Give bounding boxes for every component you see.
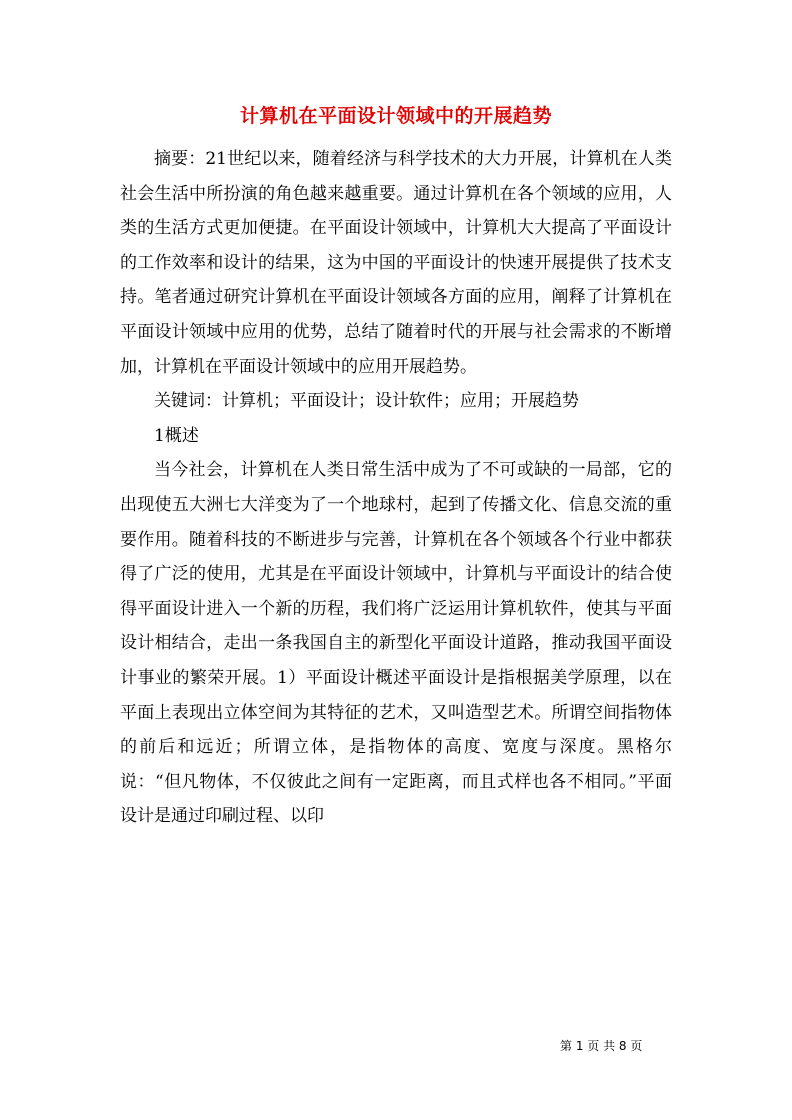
document-title: 计算机在平面设计领域中的开展趋势 <box>239 105 552 127</box>
page-number: 第 1 页 共 8 页 <box>560 1039 643 1053</box>
keywords-paragraph: 关键词：计算机；平面设计；设计软件；应用；开展趋势 <box>154 391 579 412</box>
document-body <box>120 142 672 834</box>
body-paragraph: 当今社会，计算机在人类日常生活中成为了不可或缺的一局部，它的出现使五大洲七大洋变为了一个地球村，起到了传播文化、信息交流的重要作用。随着科技的不断进步与完善，计算机在各个领域各个行业中都获得了广泛的使用，尤其是在平面设计领域中，计算机与平面设计的结合使得平面设计进入一个新的历程，我们将广泛运用计算机软件，使其与平面设计相结合，走出一条我国自主的新型化平面设计道路，推动我国平面设计事业的繁荣开展。1）平面设计概述平面设计是指根据美学原理，以在平面上表现出立体空间为其特征的艺术，又叫造型艺术。所谓空间指物体的前后和远近；所谓立体，是指物体的高度、宽度与深度。黑格尔说：“但凡物体，不仅彼此之间有一定距离，而且式样也各不相同。”平面设计是通过印刷过程、以印 <box>120 460 672 827</box>
section-heading: 1概述 <box>154 425 199 446</box>
abstract-paragraph: 摘要：21世纪以来，随着经济与科学技术的大力开展，计算机在人类社会生活中所扮演的角色越来越重要。通过计算机在各个领域的应用，人类的生活方式更加便捷。在平面设计领域中，计算机大大提高了平面设计的工作效率和设计的结果，这为中国的平面设计的快速开展提供了技术支持。笔者通过研究计算机在平面设计领域各方面的应用，阐释了计算机在平面设计领域中应用的优势，总结了随着时代的开展与社会需求的不断增加，计算机在平面设计领域中的应用开展趋势。 <box>120 149 672 377</box>
